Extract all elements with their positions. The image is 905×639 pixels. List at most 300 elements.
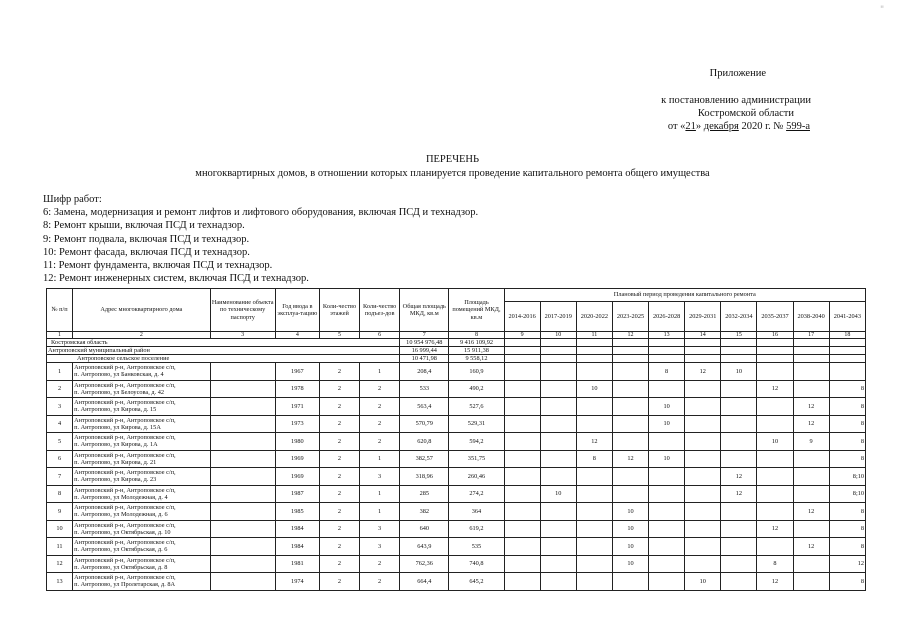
row-object-name [210,380,275,398]
row-period-cell [576,468,612,486]
col-header-entrances: Коли-чество подъез-дов [360,289,400,332]
row-object-name [210,555,275,573]
row-number: 6 [47,450,73,468]
row-period-cell: 8 [829,415,865,433]
row-floors: 2 [319,415,359,433]
row-period-cell [540,555,576,573]
row-entrances: 2 [360,380,400,398]
row-period-cell [793,380,829,398]
legend-item: 6: Замена, модернизация и ремонт лифтов и лифтового оборудования, включая ПСД и технадзор. [43,207,479,219]
row-object-name [210,485,275,503]
row-period-cell [721,433,757,451]
row-period-cell [612,573,648,591]
row-period-cell: 8 [829,380,865,398]
row-floors: 2 [319,450,359,468]
row-premises-area: 364 [449,503,504,521]
row-period-cell: 10 [612,520,648,538]
row-period-cell [685,398,721,416]
row-period-cell: 8 [829,450,865,468]
row-address-line-2: п. Антропово, ул Кирова, д. 15 [74,406,157,414]
row-address [73,398,210,416]
row-period-cell [685,415,721,433]
row-period-cell [685,380,721,398]
row-period-cell [612,468,648,486]
table-row [47,450,866,468]
row-address-line-2: п. Антропово, ул Кирова, д. 15А [74,423,161,431]
row-period-cell: 10 [576,380,612,398]
row-period-cell [685,555,721,573]
table-row [47,485,866,503]
legend-item: 11: Ремонт фундамента, включая ПСД и технадзор. [43,260,273,272]
col-number-cell: 18 [829,332,865,339]
row-period-cell: 8 [576,450,612,468]
row-period-cell [685,538,721,556]
document-title: ПЕРЕЧЕНЬ [425,154,480,165]
row-period-cell: 8 [757,555,793,573]
row-premises-area: 274,2 [449,485,504,503]
row-period-cell: 12 [612,450,648,468]
row-entrances: 1 [360,363,400,381]
row-period-cell: 10 [685,573,721,591]
row-address [73,573,210,591]
row-period-cell: 12 [793,398,829,416]
row-total-area: 208,4 [400,363,449,381]
row-number: 5 [47,433,73,451]
row-address-line-1: Антроповский р-н, Антроповское с/п, [74,539,176,547]
row-period-cell [540,538,576,556]
row-total-area: 570,79 [400,415,449,433]
row-period-cell: 10 [612,538,648,556]
row-address-line-2: п. Антропово, ул Банковская, д. 4 [74,371,164,379]
row-year: 1984 [275,538,319,556]
row-period-cell [540,520,576,538]
row-period-cell [721,415,757,433]
row-period-cell [576,520,612,538]
document-subtitle: многоквартирных домов, в отношении которых планируется проведение капитального ремонта общего имущества [195,168,710,179]
row-address [73,520,210,538]
col-number-cell: 11 [576,332,612,339]
row-period-cell [721,555,757,573]
col-header-period: 2029-2031 [685,302,721,332]
row-period-cell [721,503,757,521]
row-number: 11 [47,538,73,556]
header-line-3: от «21» декабря 2020 г. № 599-а [667,121,810,132]
row-period-cell [649,485,685,503]
row-period-cell [612,433,648,451]
row-entrances: 1 [360,485,400,503]
row-period-cell [540,468,576,486]
col-number-cell: 14 [685,332,721,339]
row-period-cell [685,485,721,503]
row-period-cell [649,503,685,521]
row-period-cell [504,398,540,416]
row-premises-area: 740,8 [449,555,504,573]
row-period-cell [757,503,793,521]
row-period-cell [721,520,757,538]
header-line-2: Костромской области [697,108,794,119]
row-period-cell [649,538,685,556]
table-row [47,573,866,591]
row-address-line-1: Антроповский р-н, Антроповское с/п, [74,399,176,407]
row-object-name [210,538,275,556]
row-entrances: 1 [360,450,400,468]
row-address-line-1: Антроповский р-н, Антроповское с/п, [74,451,176,459]
row-year: 1967 [275,363,319,381]
row-period-cell [829,363,865,381]
row-address [73,503,210,521]
table-row [47,503,866,521]
district-total-row [47,347,866,355]
row-period-cell [649,468,685,486]
row-total-area: 762,36 [400,555,449,573]
row-period-cell: 10 [649,450,685,468]
row-period-cell: 12 [757,520,793,538]
row-period-cell [576,573,612,591]
row-floors: 2 [319,520,359,538]
table-row [47,380,866,398]
row-period-cell: 10 [721,363,757,381]
row-year: 1969 [275,450,319,468]
row-period-cell [504,485,540,503]
row-total-area: 640 [400,520,449,538]
row-period-cell [504,380,540,398]
decree-day: 21 [685,121,696,132]
row-period-cell: 10 [757,433,793,451]
row-period-cell [793,520,829,538]
col-number-cell: 10 [540,332,576,339]
row-number: 12 [47,555,73,573]
row-period-cell [685,503,721,521]
col-header-year: Год ввода в эксплуа-тацию [275,289,319,332]
table-row [47,538,866,556]
row-year: 1987 [275,485,319,503]
row-floors: 2 [319,485,359,503]
row-address-line-2: п. Антропово, ул Октябрьская, д. 10 [74,528,171,536]
table-row [47,520,866,538]
row-period-cell [757,485,793,503]
row-floors: 2 [319,538,359,556]
row-floors: 2 [319,380,359,398]
row-entrances: 2 [360,398,400,416]
col-number-cell: 9 [504,332,540,339]
row-number: 13 [47,573,73,591]
row-period-cell [540,415,576,433]
row-period-cell [649,573,685,591]
row-period-cell: 12 [793,538,829,556]
settlement-name: Антроповское сельское поселение [47,355,400,363]
row-address-line-2: п. Антропово, ул Кирова, д. 23 [74,476,157,484]
row-period-cell: 12 [793,415,829,433]
row-period-cell [793,485,829,503]
table-row [47,398,866,416]
row-year: 1973 [275,415,319,433]
row-period-cell [504,573,540,591]
row-period-cell [504,415,540,433]
row-address-line-2: п. Антропово, ул Белоусова, д. 42 [74,388,165,396]
row-period-cell [504,520,540,538]
row-address [73,363,210,381]
col-number-cell: 15 [721,332,757,339]
row-address [73,380,210,398]
row-period-cell [540,380,576,398]
row-number: 1 [47,363,73,381]
row-year: 1969 [275,468,319,486]
row-period-cell [540,503,576,521]
row-period-cell [540,433,576,451]
row-period-cell [793,363,829,381]
row-period-cell [685,468,721,486]
decree-month: декабря [703,121,739,132]
legend-item: 10: Ремонт фасада, включая ПСД и технадзор. [43,246,250,258]
row-period-cell: 12 [829,555,865,573]
col-number-cell: 13 [649,332,685,339]
col-header-period: 2017-2019 [540,302,576,332]
row-period-cell [576,503,612,521]
legend-heading: Шифр работ: [43,194,102,205]
row-number: 3 [47,398,73,416]
col-number-cell: 2 [73,332,210,339]
col-number-cell: 6 [360,332,400,339]
row-year: 1978 [275,380,319,398]
row-period-cell [540,398,576,416]
col-header-total-area: Общая площадь МКД, кв.м [400,289,449,332]
row-number: 10 [47,520,73,538]
row-object-name [210,503,275,521]
row-period-cell [576,485,612,503]
row-object-name [210,433,275,451]
row-floors: 2 [319,503,359,521]
row-period-cell [757,415,793,433]
row-address-line-1: Антроповский р-н, Антроповское с/п, [74,381,176,389]
row-entrances: 2 [360,415,400,433]
row-floors: 2 [319,555,359,573]
row-address-line-1: Антроповский р-н, Антроповское с/п, [74,521,176,529]
decree-number: 599-а [786,121,810,132]
row-period-cell [649,555,685,573]
row-period-cell: 8 [829,573,865,591]
row-premises-area: 535 [449,538,504,556]
row-number: 2 [47,380,73,398]
repair-plan-table [46,288,866,591]
region-total-area: 10 954 976,48 [400,339,449,347]
row-period-cell: 9 [793,433,829,451]
row-object-name [210,363,275,381]
col-number-cell: 3 [210,332,275,339]
row-address-line-1: Антроповский р-н, Антроповское с/п, [74,416,176,424]
corner-mark: " [880,5,885,15]
row-period-cell [576,555,612,573]
row-period-cell: 8;10 [829,468,865,486]
row-address-line-1: Антроповский р-н, Антроповское с/п, [74,574,176,582]
table-row [47,433,866,451]
row-total-area: 664,4 [400,573,449,591]
row-period-cell: 10 [649,398,685,416]
row-period-cell [504,450,540,468]
col-number-cell: 1 [47,332,73,339]
row-address-line-1: Антроповский р-н, Антроповское с/п, [74,434,176,442]
col-number-cell: 8 [449,332,504,339]
row-period-cell [757,450,793,468]
col-header-premises-area: Площадь помещений МКД, кв.м [449,289,504,332]
row-year: 1984 [275,520,319,538]
row-address-line-2: п. Антропово, ул Молодежная, д. 4 [74,493,168,501]
col-header-period: 2035-2037 [757,302,793,332]
col-header-period: 2023-2025 [612,302,648,332]
row-entrances: 3 [360,468,400,486]
row-period-cell: 12 [757,380,793,398]
col-number-cell: 5 [319,332,359,339]
row-address [73,555,210,573]
work-codes-legend [43,193,478,285]
legend-item: 9: Ремонт подвала, включая ПСД и технадзор. [43,233,250,245]
row-address [73,450,210,468]
settlement-total-row [47,355,866,363]
row-premises-area: 594,2 [449,433,504,451]
row-period-cell [685,450,721,468]
row-object-name [210,468,275,486]
row-number: 9 [47,503,73,521]
row-floors: 2 [319,363,359,381]
row-period-cell: 12 [793,503,829,521]
row-entrances: 2 [360,573,400,591]
row-address-line-2: п. Антропово, ул Октябрьская, д. 8 [74,563,168,571]
row-year: 1980 [275,433,319,451]
table-row [47,468,866,486]
row-address-line-2: п. Антропово, ул Кирова, д. 21 [74,458,157,466]
col-number-cell: 12 [612,332,648,339]
row-period-cell: 10 [612,555,648,573]
district-total-area: 16 999,44 [400,347,449,355]
row-premises-area: 527,6 [449,398,504,416]
row-address-line-2: п. Антропово, ул Октябрьская, д. 6 [74,546,168,554]
row-entrances: 3 [360,520,400,538]
row-period-cell [721,450,757,468]
row-period-cell [757,398,793,416]
row-period-cell [649,433,685,451]
row-year: 1981 [275,555,319,573]
row-period-cell: 8 [829,503,865,521]
row-period-cell [793,468,829,486]
row-premises-area: 160,9 [449,363,504,381]
row-address-line-1: Антроповский р-н, Антроповское с/п, [74,364,176,372]
row-period-cell [540,573,576,591]
settlement-premises-area: 9 558,12 [449,355,504,363]
row-period-cell: 8 [829,398,865,416]
row-period-cell [721,398,757,416]
row-period-cell [504,468,540,486]
row-total-area: 620,8 [400,433,449,451]
row-period-cell [504,363,540,381]
col-header-floors: Коли-чество этажей [319,289,359,332]
header-line-1: к постановлению администрации [661,95,811,106]
col-header-num: № п/п [47,289,73,332]
row-period-cell: 8 [829,538,865,556]
row-period-cell [504,555,540,573]
row-address-line-2: п. Антропово, ул Кирова, д. 1А [74,441,158,449]
col-header-address: Адрес многоквартирного дома [73,289,210,332]
row-period-cell [649,520,685,538]
row-total-area: 382,57 [400,450,449,468]
col-header-period: 2026-2028 [649,302,685,332]
row-total-area: 643,9 [400,538,449,556]
row-period-cell: 8 [829,433,865,451]
row-period-cell [757,468,793,486]
row-total-area: 318,96 [400,468,449,486]
region-name: Костромская область [47,339,400,347]
row-premises-area: 351,75 [449,450,504,468]
row-period-cell [612,380,648,398]
row-year: 1985 [275,503,319,521]
row-period-cell [685,433,721,451]
col-number-cell: 4 [275,332,319,339]
col-header-period: 2032-2034 [721,302,757,332]
row-address-line-1: Антроповский р-н, Антроповское с/п, [74,556,176,564]
col-header-object-name: Наименование объекта по техническому паспорту [210,289,275,332]
row-year: 1971 [275,398,319,416]
row-premises-area: 619,2 [449,520,504,538]
row-entrances: 1 [360,503,400,521]
row-floors: 2 [319,468,359,486]
row-object-name [210,450,275,468]
row-period-cell: 12 [721,468,757,486]
row-address-line-1: Антроповский р-н, Антроповское с/п, [74,504,176,512]
col-header-period: 2041-2043 [829,302,865,332]
row-total-area: 382 [400,503,449,521]
settlement-total-area: 10 471,98 [400,355,449,363]
row-period-cell [540,450,576,468]
row-period-cell [793,450,829,468]
row-address [73,538,210,556]
row-period-cell: 12 [757,573,793,591]
col-header-period: 2014-2016 [504,302,540,332]
row-address [73,433,210,451]
col-number-cell: 17 [793,332,829,339]
row-floors: 2 [319,398,359,416]
row-total-area: 285 [400,485,449,503]
row-address-line-1: Антроповский р-н, Антроповское с/п, [74,486,176,494]
row-address-line-1: Антроповский р-н, Антроповское с/п, [74,469,176,477]
row-period-cell [612,398,648,416]
row-premises-area: 529,31 [449,415,504,433]
row-period-cell [721,538,757,556]
row-address-line-2: п. Антропово, ул Пролетарская, д. 8А [74,581,176,589]
row-number: 8 [47,485,73,503]
row-number: 7 [47,468,73,486]
row-period-cell [649,380,685,398]
col-number-cell: 7 [400,332,449,339]
row-object-name [210,415,275,433]
row-premises-area: 645,2 [449,573,504,591]
row-number: 4 [47,415,73,433]
region-total-row [47,339,866,347]
row-period-cell [504,433,540,451]
table-row [47,415,866,433]
col-header-period: 2038-2040 [793,302,829,332]
row-period-cell [612,485,648,503]
row-period-cell [757,538,793,556]
row-period-cell [576,398,612,416]
row-period-cell: 10 [649,415,685,433]
row-entrances: 2 [360,433,400,451]
district-premises-area: 15 911,38 [449,347,504,355]
col-number-cell: 16 [757,332,793,339]
row-period-cell: 12 [576,433,612,451]
row-period-cell [721,573,757,591]
row-period-cell: 8 [829,520,865,538]
row-period-cell [576,415,612,433]
row-period-cell [540,363,576,381]
row-total-area: 563,4 [400,398,449,416]
